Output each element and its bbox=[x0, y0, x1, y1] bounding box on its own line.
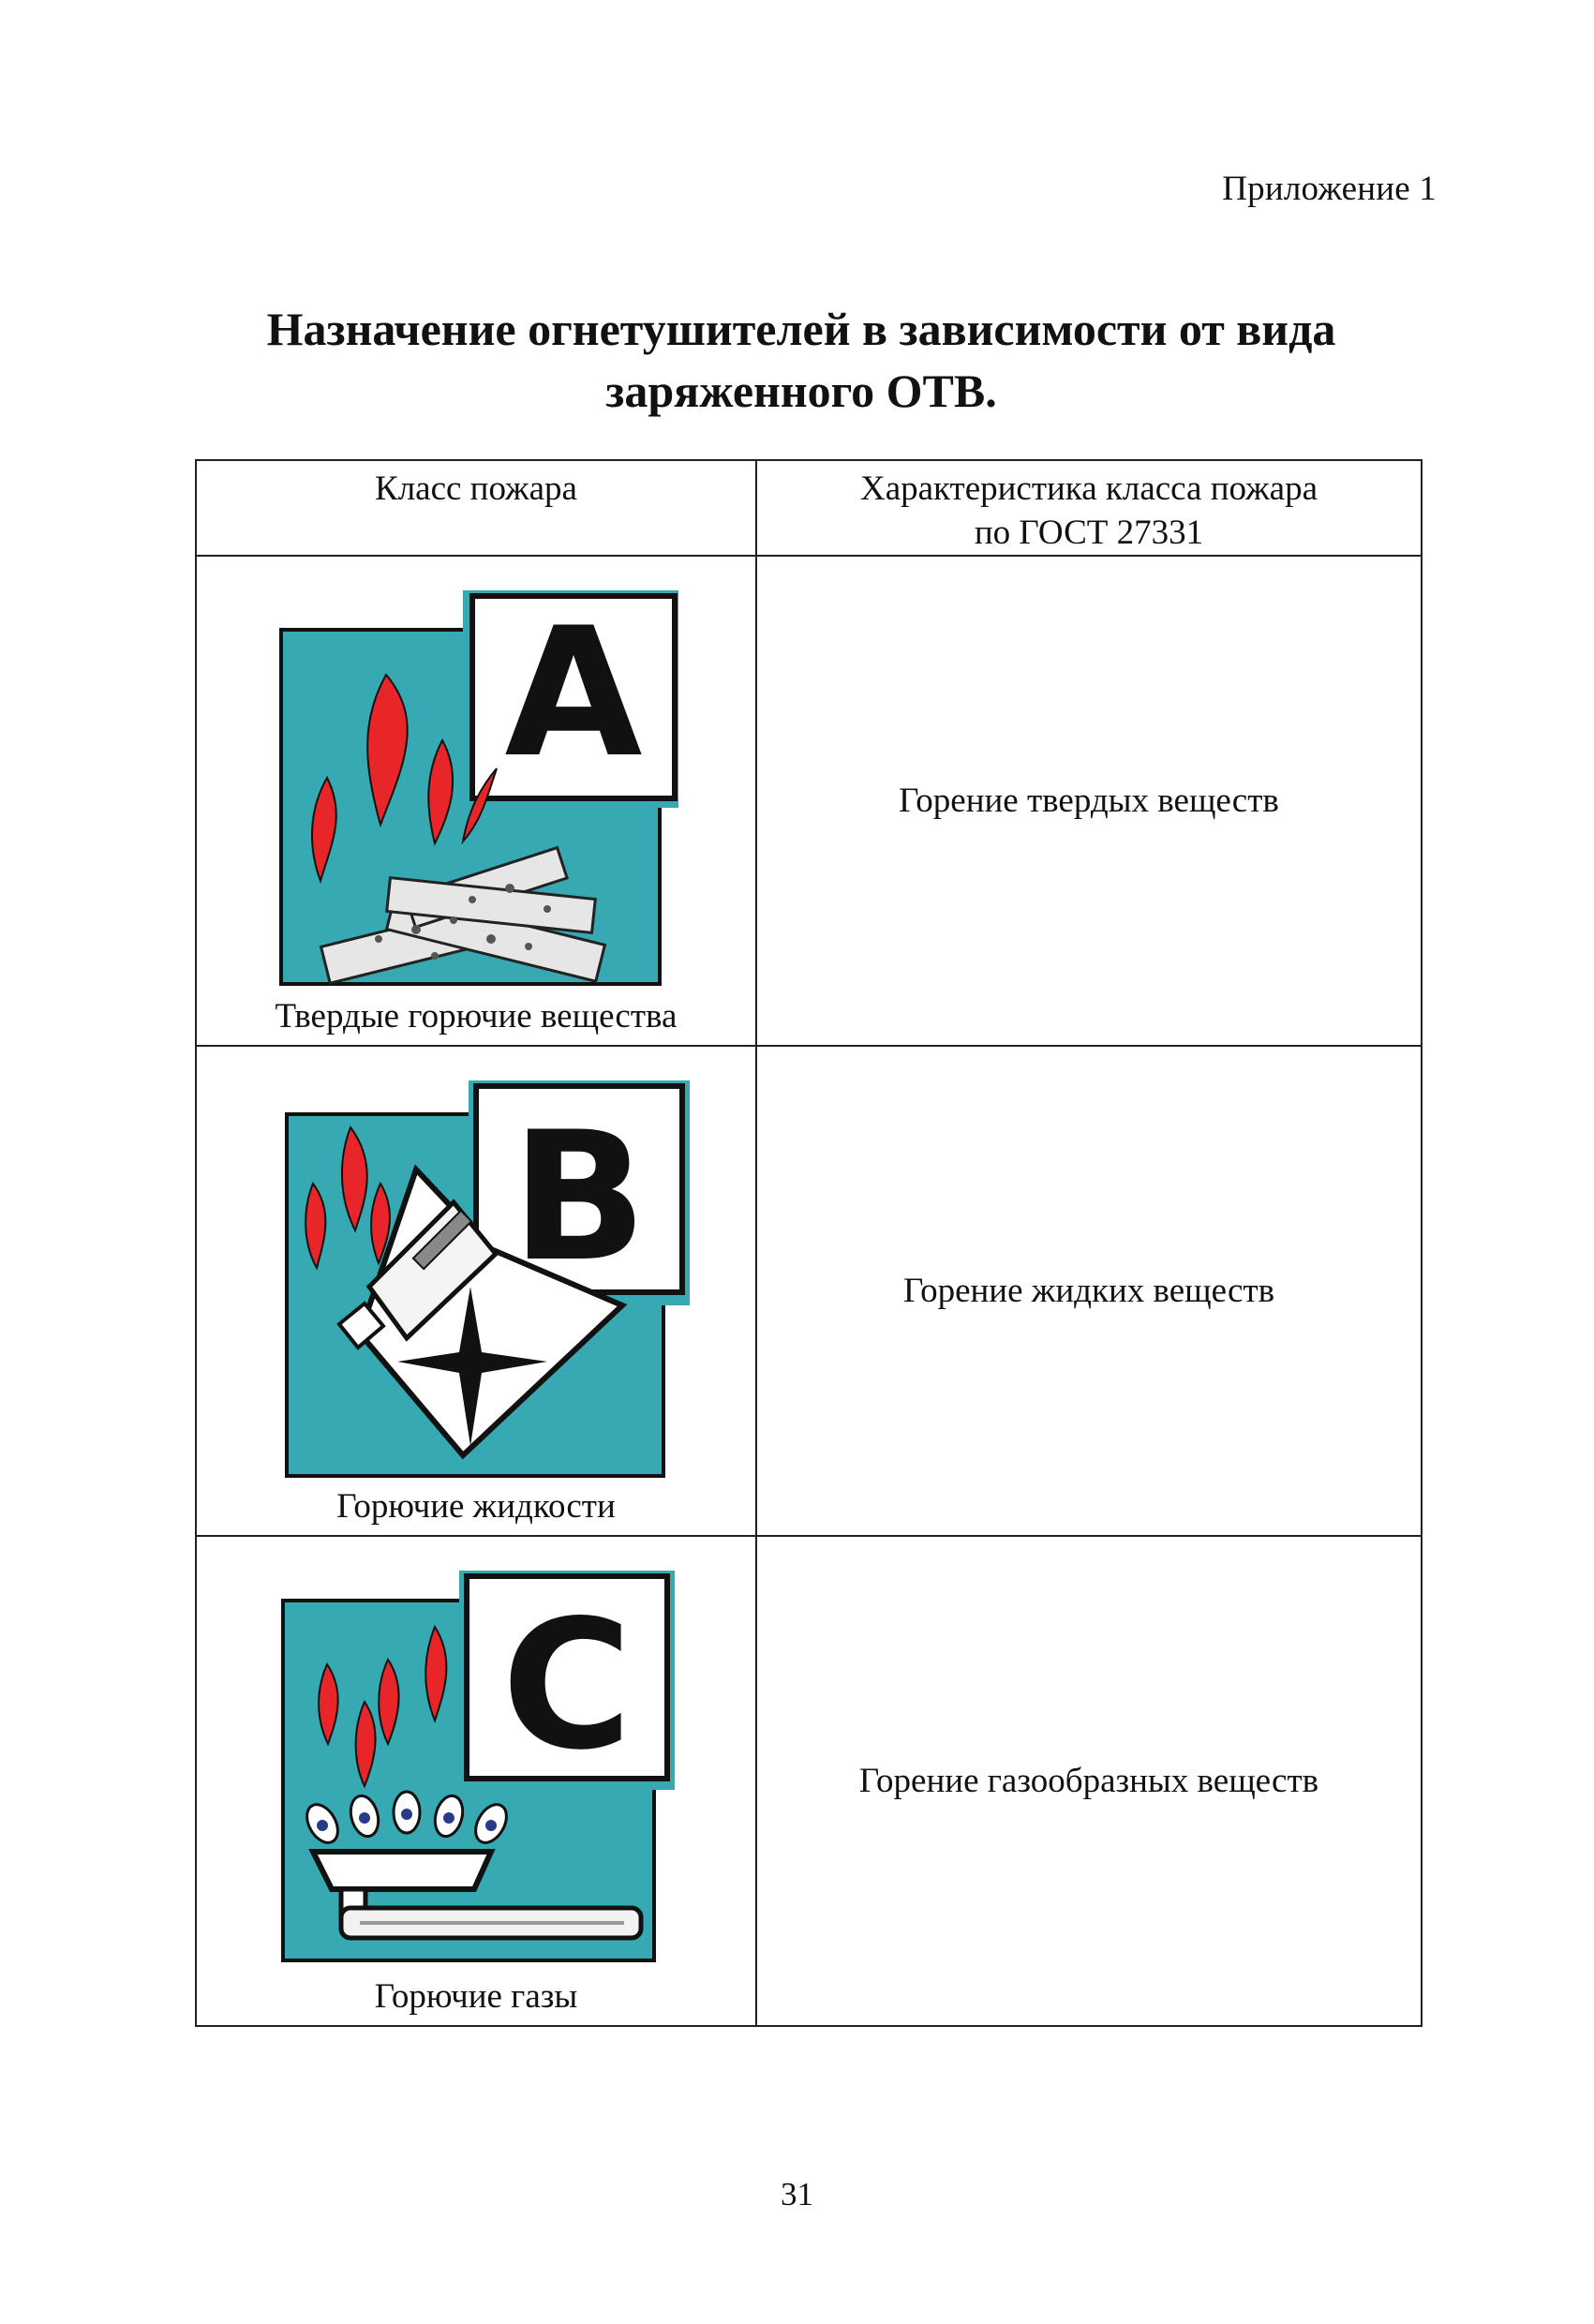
fire-class-cell bbox=[196, 556, 756, 1046]
appendix-label: Приложение 1 bbox=[1222, 170, 1437, 208]
table-row bbox=[196, 1046, 1422, 1536]
fire-class-description: Горение жидких веществ bbox=[756, 1046, 1422, 1536]
fire-class-cell bbox=[196, 1536, 756, 2026]
table-row bbox=[196, 556, 1422, 1046]
class-b-letter: B bbox=[511, 1094, 648, 1301]
title-line-1: Назначение огнетушителей в зависимости от вида bbox=[266, 303, 1336, 355]
fire-class-cell bbox=[196, 1046, 756, 1536]
header-characteristic bbox=[756, 460, 1422, 556]
header-characteristic-line-1: Характеристика класса пожара bbox=[859, 469, 1318, 508]
fire-class-a-icon bbox=[276, 590, 688, 993]
fire-class-caption: Твердые горючие вещества bbox=[275, 997, 678, 1035]
table-header-row bbox=[196, 460, 1422, 556]
fire-class-description: Горение газообразных веществ bbox=[756, 1536, 1422, 2026]
fire-class-caption: Горючие жидкости bbox=[336, 1487, 616, 1526]
fire-class-description: Горение твердых веществ bbox=[756, 556, 1422, 1046]
header-characteristic-line-2: по ГОСТ 27331 bbox=[974, 514, 1204, 552]
fire-class-table bbox=[195, 459, 1423, 2027]
fire-class-c-icon bbox=[276, 1571, 688, 1974]
class-c-letter: C bbox=[501, 1582, 633, 1789]
fire-class-caption: Горючие газы bbox=[374, 1977, 578, 2016]
document-title bbox=[169, 298, 1434, 422]
table-row bbox=[196, 1536, 1422, 2026]
page-number: 31 bbox=[781, 2176, 813, 2212]
fire-class-b-icon bbox=[276, 1080, 697, 1483]
header-fire-class: Класс пожара bbox=[196, 460, 756, 556]
title-line-2: заряженного ОТВ. bbox=[605, 365, 997, 417]
class-a-letter: A bbox=[504, 590, 643, 797]
